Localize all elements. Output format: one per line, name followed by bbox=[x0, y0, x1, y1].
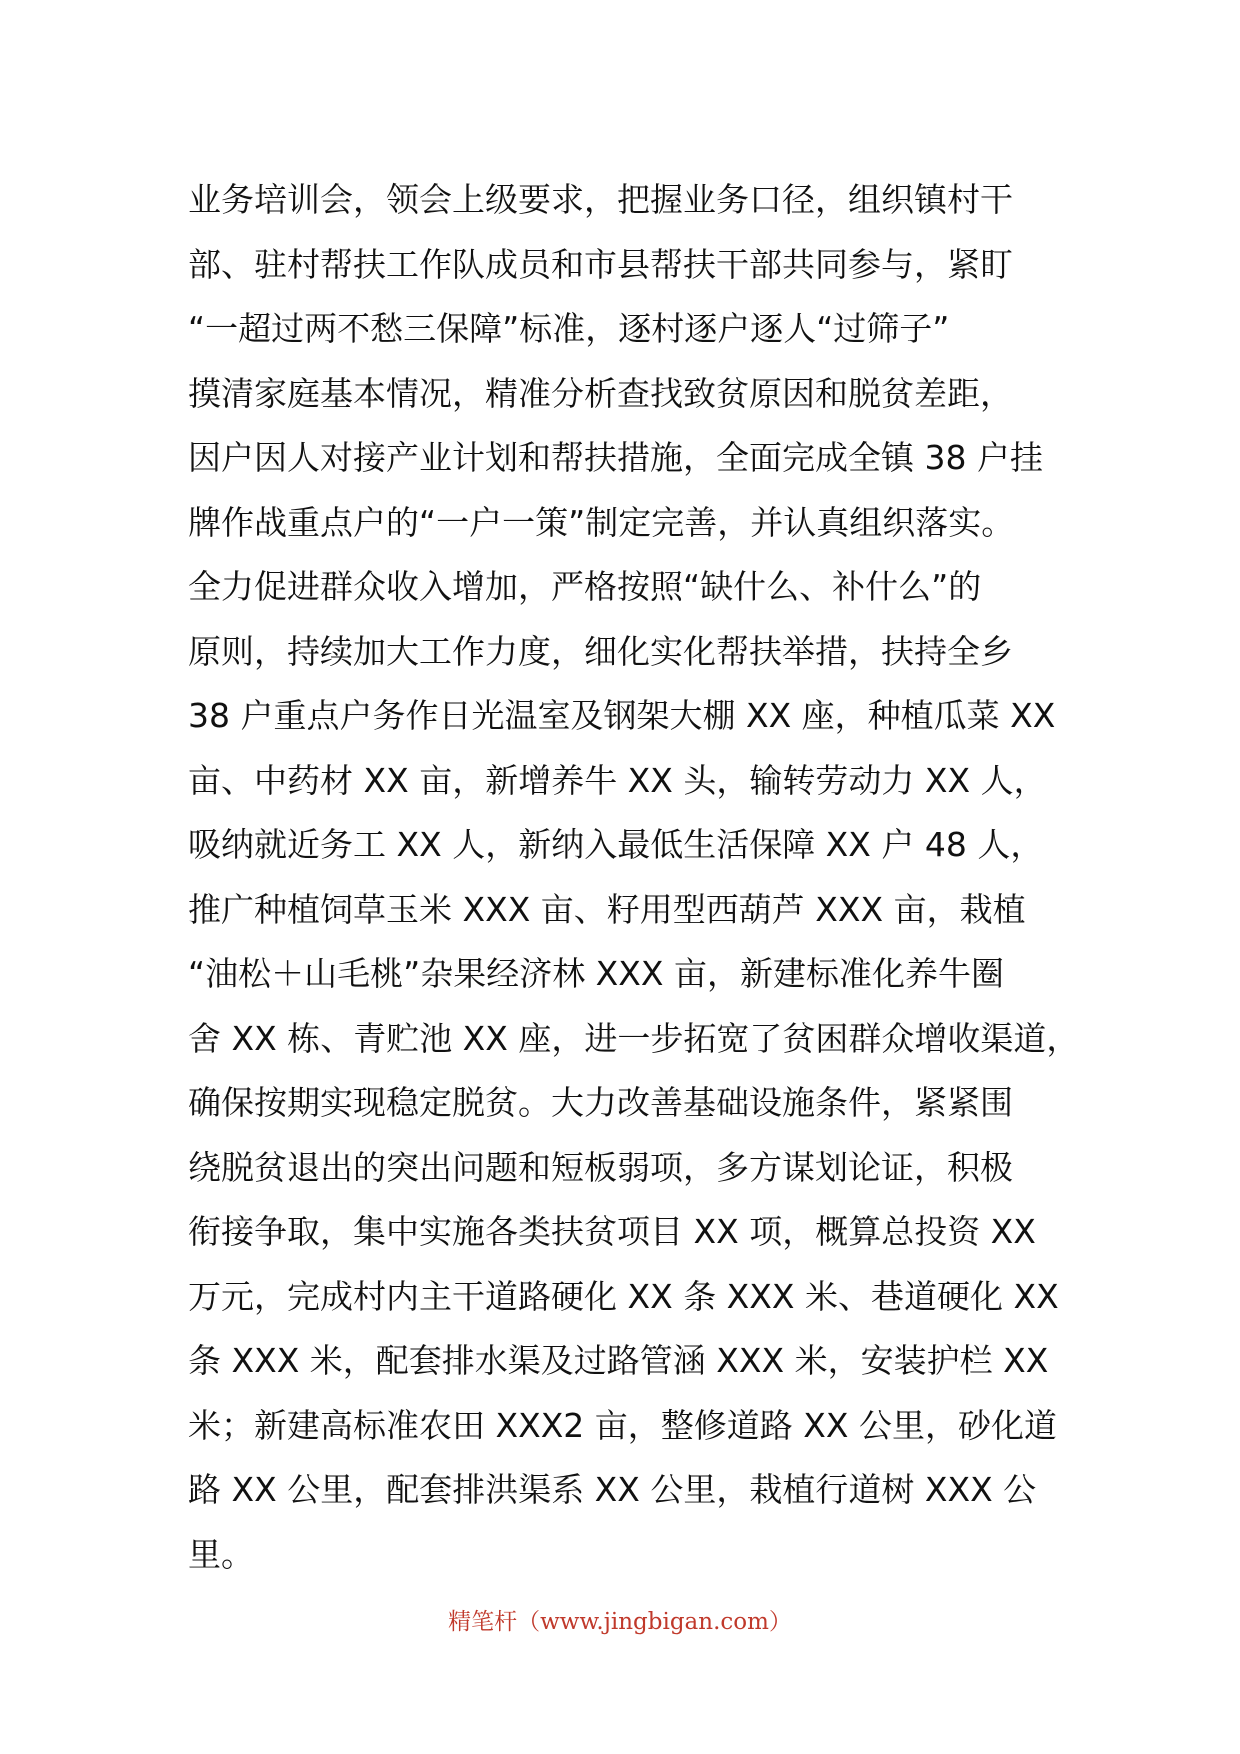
text-line: 因户因人对接产业计划和帮扶措施，全面完成全镇 38 户挂 bbox=[188, 438, 1043, 477]
text-line: 舍 XX 栋、青贮池 XX 座，进一步拓宽了贫困群众增收渠道， bbox=[188, 1018, 1080, 1058]
text-line: 里。 bbox=[188, 1534, 254, 1574]
text-line: 牌作战重点户的“一户一策”制定完善，并认真组织落实。 bbox=[188, 502, 1015, 542]
text-line: 38 户重点户务作日光温室及钢架大棚 XX 座，种植瓜菜 XX bbox=[188, 696, 1056, 735]
body-paragraph bbox=[188, 168, 1088, 1587]
text-line: 业务培训会，领会上级要求，把握业务口径，组织镇村干 bbox=[188, 180, 1013, 219]
text-line: 米；新建高标准农田 XXX2 亩，整修道路 XX 公里，砂化道 bbox=[188, 1405, 1057, 1445]
text-line: 部、驻村帮扶工作队成员和市县帮扶干部共同参与，紧盯 bbox=[188, 244, 1013, 284]
text-line: 万元，完成村内主干道路硬化 XX 条 XXX 米、巷道硬化 XX bbox=[188, 1276, 1059, 1316]
text-line: 条 XXX 米，配套排水渠及过路管涵 XXX 米，安装护栏 XX bbox=[188, 1341, 1049, 1380]
text-line: 推广种植饲草玉米 XXX 亩、籽用型西葫芦 XXX 亩，栽植 bbox=[188, 889, 1026, 929]
text-line: 全力促进群众收入增加，严格按照“缺什么、补什么”的 bbox=[188, 567, 982, 606]
text-line: 亩、中药材 XX 亩，新增养牛 XX 头，输转劳动力 XX 人， bbox=[188, 760, 1047, 800]
text-line: 绕脱贫退出的突出问题和短板弱项，多方谋划论证，积极 bbox=[188, 1147, 1013, 1187]
text-line: 衔接争取，集中实施各类扶贫项目 XX 项，概算总投资 XX bbox=[188, 1212, 1036, 1251]
text-line: “一超过两不愁三保障”标准，逐村逐户逐人“过筛子” bbox=[188, 309, 950, 348]
text-line: 路 XX 公里，配套排洪渠系 XX 公里，栽植行道树 XXX 公 bbox=[188, 1470, 1037, 1509]
text-line: 原则，持续加大工作力度，细化实化帮扶举措，扶持全乡 bbox=[188, 631, 1013, 671]
text-line: 摸清家庭基本情况，精准分析查找致贫原因和脱贫差距， bbox=[188, 373, 1013, 413]
text-line: 确保按期实现稳定脱贫。大力改善基础设施条件，紧紧围 bbox=[188, 1083, 1013, 1122]
text-line: 吸纳就近务工 XX 人，新纳入最低生活保障 XX 户 48 人， bbox=[188, 825, 1044, 864]
text-line: “油松＋山毛桃”杂果经济林 XXX 亩，新建标准化养牛圈 bbox=[188, 954, 1004, 993]
footer-watermark-link[interactable]: 精笔杆（www.jingbigan.com） bbox=[448, 1609, 792, 1635]
